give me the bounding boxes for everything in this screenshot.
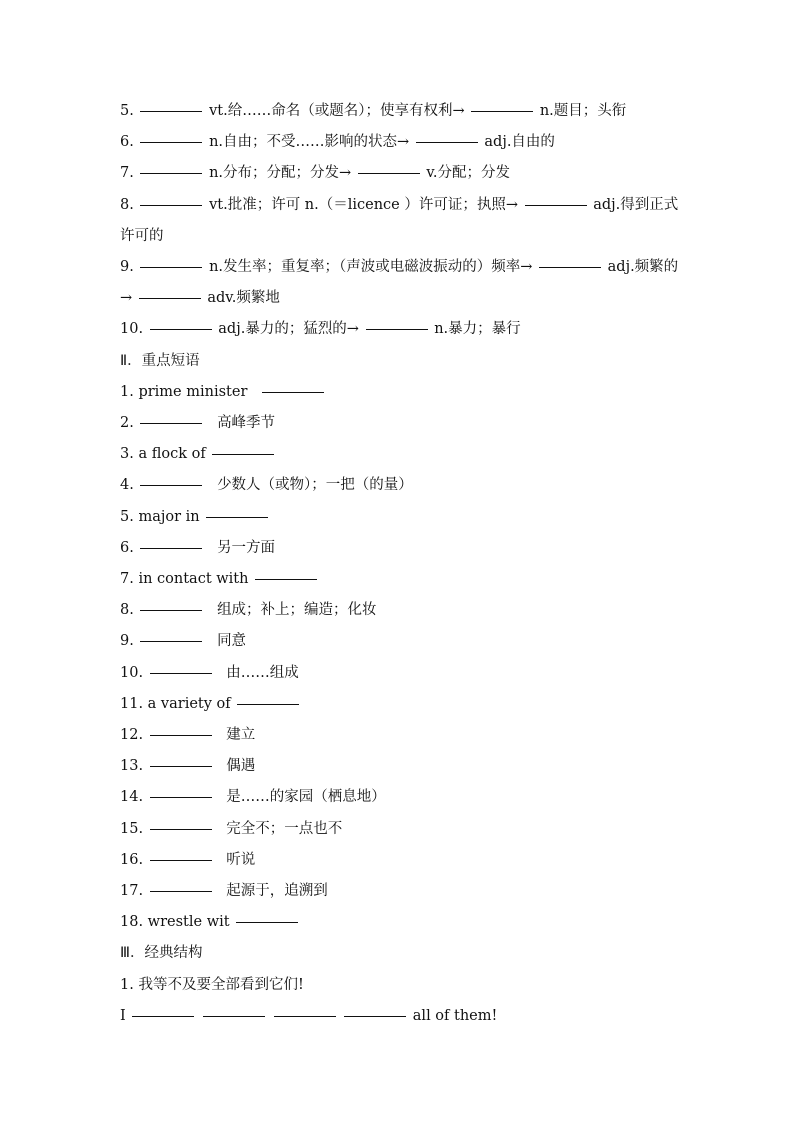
vocab-item-10 — [120, 314, 680, 345]
phrase-meaning: 由……组成 — [226, 664, 299, 681]
item-number: 5. — [120, 103, 134, 119]
item-number: 3. — [120, 446, 134, 463]
phrase-item-7 — [120, 564, 680, 595]
item-definition: adj.暴力的；猛烈的→ — [218, 321, 359, 338]
phrase-meaning: 高峰季节 — [217, 415, 276, 432]
item-definition: adj.得到正式许可的 — [120, 196, 679, 244]
answer-blank[interactable] — [237, 703, 299, 705]
item-number: 11. — [120, 695, 144, 712]
answer-blank[interactable] — [150, 328, 212, 330]
item-number: 4. — [120, 477, 134, 494]
item-number: 10. — [120, 664, 144, 681]
phrase-meaning: 完全不；一点也不 — [226, 820, 343, 837]
phrase-item-11 — [120, 689, 680, 720]
phrase-item-4 — [120, 470, 680, 501]
phrase-text: major in — [138, 508, 200, 525]
phrase-item-13 — [120, 751, 680, 782]
answer-blank[interactable] — [274, 1015, 336, 1017]
item-definition: n.自由；不受……影响的状态→ — [209, 134, 410, 151]
phrase-item-10 — [120, 658, 680, 689]
answer-blank[interactable] — [525, 204, 587, 206]
answer-blank[interactable] — [358, 172, 420, 174]
answer-blank[interactable] — [140, 484, 202, 486]
section-heading: Ⅱ．重点短语 — [120, 352, 200, 369]
answer-blank[interactable] — [140, 547, 202, 549]
item-number: 1. — [120, 383, 134, 400]
answer-blank[interactable] — [150, 734, 212, 736]
phrase-meaning: 起源于，追溯到 — [226, 883, 328, 900]
item-number: 17. — [120, 883, 144, 900]
item-definition: n.题目；头衔 — [539, 103, 627, 119]
phrase-meaning: 是……的家园（栖息地） — [226, 789, 386, 806]
answer-blank[interactable] — [140, 422, 202, 424]
phrase-meaning: 另一方面 — [217, 539, 276, 556]
phrase-meaning: 同意 — [217, 633, 247, 650]
item-number: 10. — [120, 321, 144, 338]
phrase-text: a flock of — [138, 446, 206, 463]
phrase-item-15 — [120, 814, 680, 845]
structure-question-1: 1. 我等不及要全部看到它们! — [120, 976, 304, 993]
item-definition: adj.频繁的→ — [120, 259, 679, 307]
answer-blank[interactable] — [150, 796, 212, 798]
structure-answer-1 — [120, 1001, 680, 1032]
phrase-text: prime minister — [138, 383, 248, 400]
phrase-item-1 — [120, 377, 680, 408]
item-number: 16. — [120, 851, 144, 868]
phrase-item-8 — [120, 595, 680, 626]
phrase-item-12 — [120, 720, 680, 751]
phrase-item-17 — [120, 876, 680, 907]
phrase-meaning: 偶遇 — [226, 758, 256, 775]
phrase-meaning: 组成；补上；编造；化妆 — [217, 602, 377, 619]
answer-blank[interactable] — [262, 391, 324, 393]
answer-blank[interactable] — [150, 890, 212, 892]
answer-blank[interactable] — [150, 859, 212, 861]
answer-blank[interactable] — [255, 578, 317, 580]
item-number: 8. — [120, 602, 134, 619]
answer-blank[interactable] — [140, 204, 202, 206]
item-number: 13. — [120, 758, 144, 775]
item-definition: adv.频繁地 — [207, 290, 280, 307]
vocab-item-5 — [120, 96, 680, 127]
item-number: 15. — [120, 820, 144, 837]
item-number: 12. — [120, 727, 144, 744]
phrase-text: wrestle wit — [147, 914, 230, 931]
answer-blank[interactable] — [150, 765, 212, 767]
answer-blank[interactable] — [206, 516, 268, 518]
item-definition: n.分布；分配；分发→ — [209, 165, 352, 182]
phrase-meaning: 听说 — [226, 851, 256, 868]
item-number: 14. — [120, 789, 144, 806]
item-number: 8. — [120, 196, 134, 213]
phrase-item-18 — [120, 907, 680, 938]
item-number: 7. — [120, 165, 134, 182]
answer-blank[interactable] — [140, 141, 202, 143]
phrase-item-3 — [120, 439, 680, 470]
sentence-start: I — [120, 1007, 126, 1024]
section-heading: Ⅲ．经典结构 — [120, 945, 203, 962]
vocab-item-9 — [120, 252, 680, 314]
item-number: 7. — [120, 571, 134, 588]
item-definition: v.分配；分发 — [426, 165, 510, 182]
phrase-item-14 — [120, 782, 680, 813]
answer-blank[interactable] — [212, 453, 274, 455]
worksheet-content — [120, 96, 680, 1032]
answer-blank[interactable] — [140, 609, 202, 611]
vocab-item-8 — [120, 190, 680, 252]
phrase-meaning: 建立 — [226, 727, 256, 744]
phrase-item-9 — [120, 626, 680, 657]
answer-blank[interactable] — [140, 640, 202, 642]
phrase-text: in contact with — [138, 571, 249, 588]
sentence-end: all of them! — [412, 1007, 498, 1024]
answer-blank[interactable] — [344, 1015, 406, 1017]
answer-blank[interactable] — [139, 297, 201, 299]
vocab-item-6 — [120, 127, 680, 158]
answer-blank[interactable] — [416, 141, 478, 143]
phrase-item-16 — [120, 845, 680, 876]
answer-blank[interactable] — [150, 672, 212, 674]
phrase-item-2 — [120, 408, 680, 439]
answer-blank[interactable] — [150, 828, 212, 830]
item-definition: n.暴力；暴行 — [434, 321, 521, 338]
phrase-meaning: 少数人（或物）；一把（的量） — [217, 477, 413, 494]
answer-blank[interactable] — [132, 1015, 194, 1017]
phrase-item-5 — [120, 502, 680, 533]
item-number: 9. — [120, 259, 134, 276]
answer-blank[interactable] — [203, 1015, 265, 1017]
item-number: 9. — [120, 633, 134, 650]
item-number: 18. — [120, 914, 144, 931]
item-number: 6. — [120, 134, 134, 151]
answer-blank[interactable] — [471, 110, 533, 112]
answer-blank[interactable] — [366, 328, 428, 330]
item-number: 6. — [120, 539, 134, 556]
answer-blank[interactable] — [140, 266, 202, 268]
item-definition: adj.自由的 — [484, 134, 555, 151]
item-definition: vt.批准；许可 n.（＝licence ）许可证；执照→ — [209, 196, 519, 213]
answer-blank[interactable] — [539, 266, 601, 268]
answer-blank[interactable] — [236, 921, 298, 923]
item-number: 2. — [120, 415, 134, 432]
phrase-item-6 — [120, 533, 680, 564]
item-definition: n.发生率；重复率；（声波或电磁波振动的）频率→ — [209, 259, 533, 276]
vocab-item-7 — [120, 158, 680, 189]
item-number: 5. — [120, 508, 134, 525]
phrase-text: a variety of — [147, 695, 231, 712]
item-definition: vt.给……命名（或题名）；使享有权利→ — [209, 103, 465, 119]
answer-blank[interactable] — [140, 172, 202, 174]
answer-blank[interactable] — [140, 110, 202, 112]
